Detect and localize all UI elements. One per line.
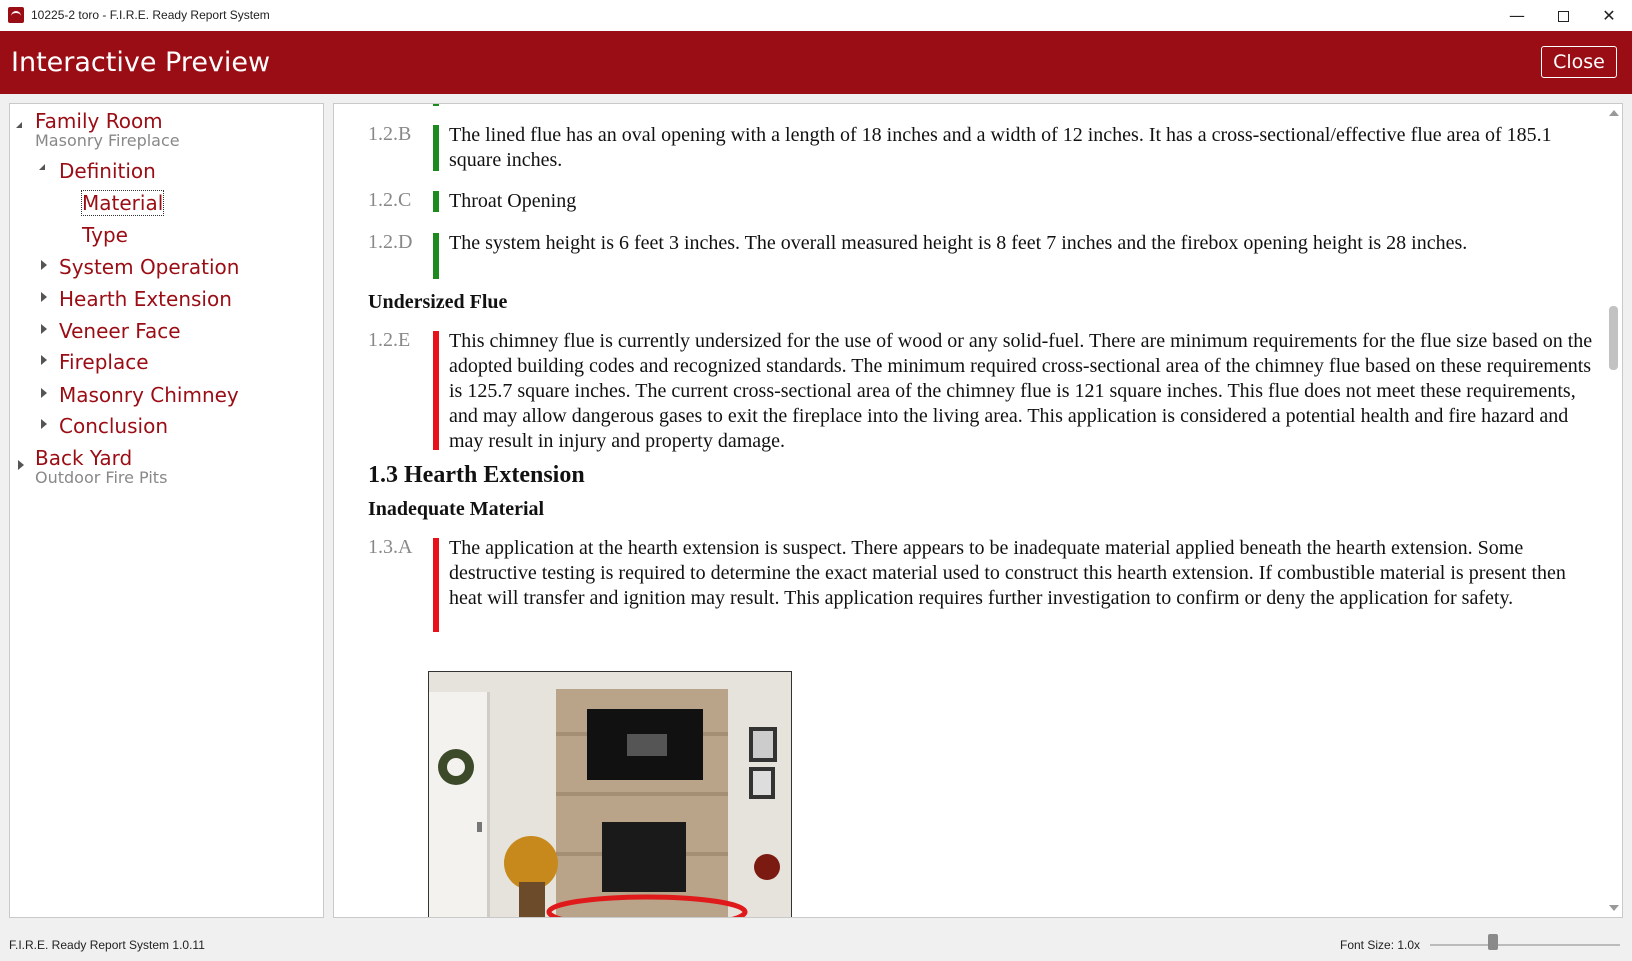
item-number: 1.2.C — [368, 189, 412, 211]
hearth-photo — [428, 671, 792, 918]
vertical-scrollbar[interactable] — [1605, 104, 1622, 917]
page-title: Interactive Preview — [11, 47, 271, 78]
app-version: F.I.R.E. Ready Report System 1.0.11 — [9, 938, 205, 952]
expand-right-icon[interactable] — [41, 260, 47, 270]
tree-item-back-yard[interactable]: Back Yard — [35, 446, 133, 470]
font-size-slider-thumb[interactable] — [1488, 934, 1498, 950]
status-bar-ok — [433, 191, 439, 212]
subheading-undersized-flue: Undersized Flue — [368, 291, 508, 313]
tree-item-family-room[interactable]: Family Room — [35, 109, 163, 133]
app-icon — [8, 7, 24, 23]
expand-down-icon[interactable] — [39, 164, 45, 170]
status-bar-ok — [433, 233, 439, 279]
tree-item-conclusion[interactable]: Conclusion — [59, 414, 168, 438]
tree-item-hearth-extension[interactable]: Hearth Extension — [59, 287, 232, 311]
font-size-slider-track[interactable] — [1430, 944, 1620, 946]
status-bar — [0, 927, 1632, 961]
item-number: 1.2.D — [368, 231, 413, 253]
maximize-icon — [1558, 11, 1569, 22]
expand-right-icon[interactable] — [41, 355, 47, 365]
item-text: This chimney flue is currently undersized for the use of wood or any solid-fuel. There are minimum requirements for the flue size based on the adopted building codes and recognized standards. The minimum required cross-sectional area of the chimney flue based on these requirements is 125.7 square inches. The current cross-sectional area of the chimney flue is 121 square inches. This flue does not meet these requirements, and may allow dangerous gases to exit the fireplace into the living area. This application is considered a potential health and fire hazard and may result in injury and property damage. — [449, 330, 1593, 452]
window-title-bar — [0, 0, 1632, 32]
item-text: Throat Opening — [449, 190, 577, 212]
expand-down-icon[interactable] — [16, 122, 22, 128]
tree-item-veneer-face[interactable]: Veneer Face — [59, 319, 181, 343]
item-text: The application at the hearth extension is suspect. There appears to be inadequate material applied beneath the hearth extension. Some destructive testing is required to determine the exact material used to construct this hearth extension. If combustible material is present then heat will transfer and ignition may result. This application requires further investigation to confirm or deny the application for safety. — [449, 537, 1566, 609]
status-bar-ok — [433, 103, 439, 106]
expand-right-icon[interactable] — [41, 324, 47, 334]
status-bar-defect — [433, 538, 439, 632]
tree-item-back-yard-subtitle: Outdoor Fire Pits — [35, 468, 168, 487]
tree-item-type[interactable]: Type — [82, 223, 128, 247]
scroll-thumb[interactable] — [1609, 306, 1618, 370]
status-bar-defect — [433, 331, 439, 450]
tree-item-definition[interactable]: Definition — [59, 159, 156, 183]
expand-right-icon[interactable] — [41, 388, 47, 398]
subheading-inadequate-material: Inadequate Material — [368, 498, 545, 520]
expand-right-icon[interactable] — [18, 460, 24, 470]
item-text: The system height is 6 feet 3 inches. The overall measured height is 8 feet 7 inches and the firebox opening height is 28 inches. — [449, 232, 1468, 254]
tree-item-system-operation[interactable]: System Operation — [59, 255, 240, 279]
tree-item-fireplace[interactable]: Fireplace — [59, 350, 149, 374]
outline-tree — [9, 103, 324, 918]
expand-right-icon[interactable] — [41, 419, 47, 429]
item-number: 1.3.A — [368, 536, 413, 558]
status-bar-ok — [433, 125, 439, 171]
scroll-down-icon[interactable] — [1609, 905, 1619, 911]
hearth-photo-illustration — [429, 672, 792, 918]
scroll-up-icon[interactable] — [1609, 110, 1619, 116]
tree-item-masonry-chimney[interactable]: Masonry Chimney — [59, 383, 239, 407]
minimize-button[interactable]: — — [1509, 6, 1525, 25]
window-title: 10225-2 toro - F.I.R.E. Ready Report System — [31, 8, 270, 22]
tree-item-family-room-subtitle: Masonry Fireplace — [35, 131, 180, 150]
font-size-label: Font Size: 1.0x — [1340, 938, 1421, 952]
item-number: 1.2.E — [368, 329, 411, 351]
window-close-button[interactable]: ✕ — [1602, 6, 1616, 25]
close-button[interactable]: Close — [1541, 46, 1617, 78]
section-heading: 1.3 Hearth Extension — [368, 462, 585, 488]
maximize-button[interactable] — [1540, 0, 1586, 31]
report-preview[interactable] — [333, 103, 1623, 918]
preview-header — [0, 31, 1632, 94]
tree-item-material[interactable]: Material — [82, 191, 164, 215]
expand-right-icon[interactable] — [41, 292, 47, 302]
item-number: 1.2.B — [368, 123, 412, 145]
item-text: The lined flue has an oval opening with a length of 18 inches and a width of 12 inches. It has a cross-sectional/effective flue area of 185.1 square inches. — [449, 124, 1552, 171]
